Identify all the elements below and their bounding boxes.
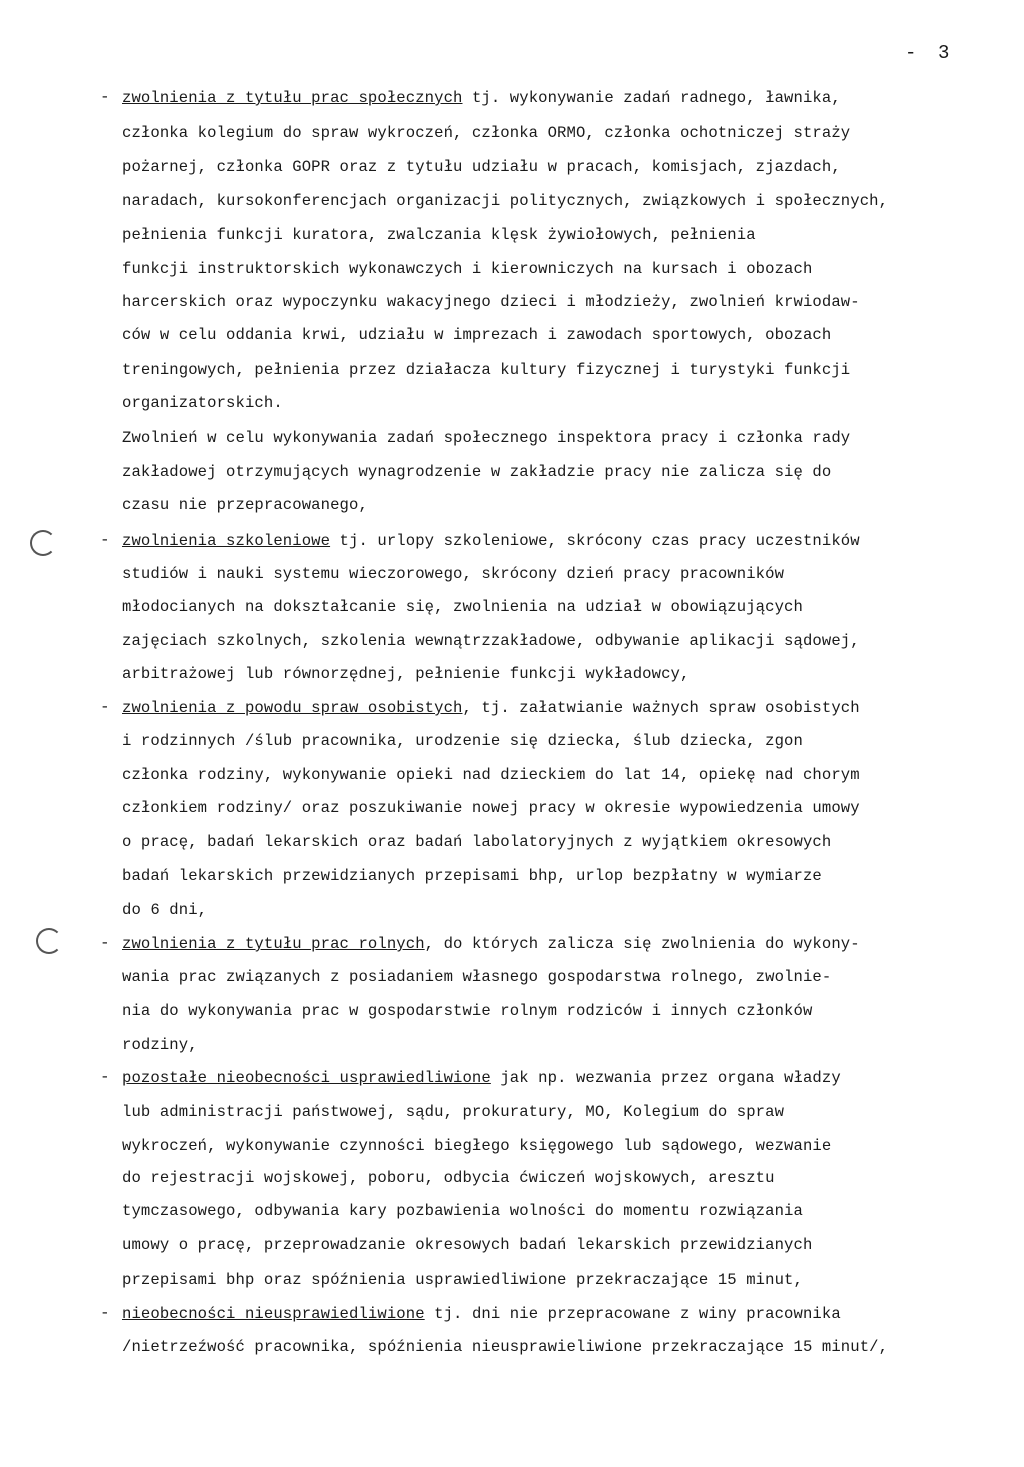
- text-line: [122, 428, 850, 448]
- line-text: organizatorskich.: [122, 394, 283, 412]
- underlined-term: zwolnienia szkoleniowe: [122, 532, 331, 550]
- text-line: [122, 631, 860, 651]
- underlined-term: zwolnienia z tytułu prac rolnych: [122, 935, 425, 953]
- text-line: [122, 1337, 888, 1357]
- text-line: [122, 1035, 198, 1055]
- text-line: [122, 967, 831, 987]
- text-line: [122, 325, 831, 345]
- line-text: studiów i nauki systemu wieczorowego, skrócony dzień pracy pracowników: [122, 565, 785, 583]
- text-line: [122, 564, 784, 584]
- underlined-term: zwolnienia z tytułu prac społecznych: [122, 89, 463, 107]
- list-item-heading-line: [122, 88, 841, 108]
- text-line: [122, 259, 812, 279]
- text-line: [122, 191, 888, 211]
- underlined-term: zwolnienia z powodu spraw osobistych: [122, 699, 463, 717]
- text-line: [122, 900, 207, 920]
- underlined-term: nieobecności nieusprawiedliwione: [122, 1305, 425, 1323]
- line-text: tj. urlopy szkoleniowe, skrócony czas pracy uczestników: [330, 532, 860, 550]
- text-line: [122, 495, 368, 515]
- text-line: [122, 1201, 803, 1221]
- bullet-dash: -: [100, 88, 110, 106]
- line-text: Zwolnień w celu wykonywania zadań społecznego inspektora pracy i członka rady: [122, 429, 851, 447]
- text-line: [122, 1168, 775, 1188]
- list-item-heading-line: [122, 1304, 841, 1324]
- text-line: [122, 1270, 803, 1290]
- line-text: treningowych, pełnienia przez działacza kultury fizycznej i turystyki funkcji: [122, 361, 851, 379]
- text-line: [122, 765, 860, 785]
- text-line: [122, 1001, 812, 1021]
- line-text: badań lekarskich przewidzianych przepisami bhp, urlop bezpłatny w wymiarze: [122, 867, 822, 885]
- text-line: [122, 292, 860, 312]
- line-text: arbitrażowej lub równorzędnej, pełnienie funkcji wykładowcy,: [122, 665, 690, 683]
- punch-hole-icon: [36, 928, 62, 954]
- line-text: /nietrzeźwość pracownika, spóźnienia nieusprawieliwione przekraczające 15 minut/,: [122, 1338, 889, 1356]
- bullet-dash: -: [100, 1068, 110, 1086]
- line-text: zajęciach szkolnych, szkolenia wewnątrzzakładowe, odbywanie aplikacji sądowej,: [122, 632, 860, 650]
- text-line: [122, 225, 756, 245]
- line-text: jak np. wezwania przez organa władzy: [490, 1069, 841, 1087]
- bullet-dash: -: [100, 934, 110, 952]
- page-number: 3: [938, 42, 950, 64]
- line-text: młodocianych na dokształcanie się, zwolnienia na udział w obowiązujących: [122, 598, 803, 616]
- line-text: pożarnej, członka GOPR oraz z tytułu udziału w pracach, komisjach, zjazdach,: [122, 158, 841, 176]
- underlined-term: pozostałe nieobecności usprawiedliwione: [122, 1069, 491, 1087]
- text-line: [122, 731, 803, 751]
- text-line: [122, 393, 283, 413]
- text-line: [122, 664, 689, 684]
- list-item-heading-line: [122, 934, 860, 954]
- text-line: [122, 123, 850, 143]
- line-text: pełnienia funkcji kuratora, zwalczania klęsk żywiołowych, pełnienia: [122, 226, 756, 244]
- line-text: członka rodziny, wykonywanie opieki nad dzieckiem do lat 14, opiekę nad chorym: [122, 766, 860, 784]
- bullet-dash: -: [100, 531, 110, 549]
- page-number-dash: -: [905, 42, 917, 64]
- text-line: [122, 1136, 831, 1156]
- punch-hole-icon: [30, 530, 56, 556]
- line-text: rodziny,: [122, 1036, 198, 1054]
- list-item-heading-line: [122, 1068, 841, 1088]
- text-line: [122, 798, 860, 818]
- text-line: [122, 832, 831, 852]
- text-line: [122, 157, 841, 177]
- text-line: [122, 597, 803, 617]
- line-text: , tj. załatwianie ważnych spraw osobistych: [462, 699, 860, 717]
- list-item-heading-line: [122, 531, 860, 551]
- line-text: naradach, kursokonferencjach organizacji politycznych, związkowych i społecznych,: [122, 192, 889, 210]
- line-text: harcerskich oraz wypoczynku wakacyjnego dzieci i młodzieży, zwolnień krwiodaw-: [122, 293, 860, 311]
- text-line: [122, 866, 822, 886]
- line-text: lub administracji państwowej, sądu, prokuratury, MO, Kolegium do spraw: [122, 1103, 785, 1121]
- text-line: [122, 1102, 784, 1122]
- line-text: , do których zalicza się zwolnienia do wykony-: [424, 935, 860, 953]
- text-line: [122, 462, 831, 482]
- line-text: do 6 dni,: [122, 901, 208, 919]
- bullet-dash: -: [100, 1304, 110, 1322]
- text-line: [122, 1235, 812, 1255]
- line-text: nia do wykonywania prac w gospodarstwie rolnym rodziców i innych członków: [122, 1002, 813, 1020]
- text-line: [122, 360, 850, 380]
- line-text: przepisami bhp oraz spóźnienia usprawiedliwione przekraczające 15 minut,: [122, 1271, 803, 1289]
- line-text: tymczasowego, odbywania kary pozbawienia wolności do momentu rozwiązania: [122, 1202, 803, 1220]
- line-text: wykroczeń, wykonywanie czynności biegłego księgowego lub sądowego, wezwanie: [122, 1137, 832, 1155]
- line-text: tj. wykonywanie zadań radnego, ławnika,: [462, 89, 841, 107]
- line-text: do rejestracji wojskowej, poboru, odbycia ćwiczeń wojskowych, aresztu: [122, 1169, 775, 1187]
- line-text: zakładowej otrzymujących wynagrodzenie w zakładzie pracy nie zalicza się do: [122, 463, 832, 481]
- line-text: funkcji instruktorskich wykonawczych i kierowniczych na kursach i obozach: [122, 260, 813, 278]
- line-text: umowy o pracę, przeprowadzanie okresowych badań lekarskich przewidzianych: [122, 1236, 813, 1254]
- line-text: wania prac związanych z posiadaniem własnego gospodarstwa rolnego, zwolnie-: [122, 968, 832, 986]
- line-text: o pracę, badań lekarskich oraz badań labolatoryjnych z wyjątkiem okresowych: [122, 833, 832, 851]
- line-text: członkiem rodziny/ oraz poszukiwanie nowej pracy w okresie wypowiedzenia umowy: [122, 799, 860, 817]
- line-text: i rodzinnych /ślub pracownika, urodzenie się dziecka, ślub dziecka, zgon: [122, 732, 803, 750]
- line-text: członka kolegium do spraw wykroczeń, członka ORMO, członka ochotniczej straży: [122, 124, 851, 142]
- line-text: czasu nie przepracowanego,: [122, 496, 368, 514]
- line-text: ców w celu oddania krwi, udziału w imprezach i zawodach sportowych, obozach: [122, 326, 832, 344]
- line-text: tj. dni nie przepracowane z winy pracownika: [424, 1305, 841, 1323]
- list-item-heading-line: [122, 698, 860, 718]
- bullet-dash: -: [100, 698, 110, 716]
